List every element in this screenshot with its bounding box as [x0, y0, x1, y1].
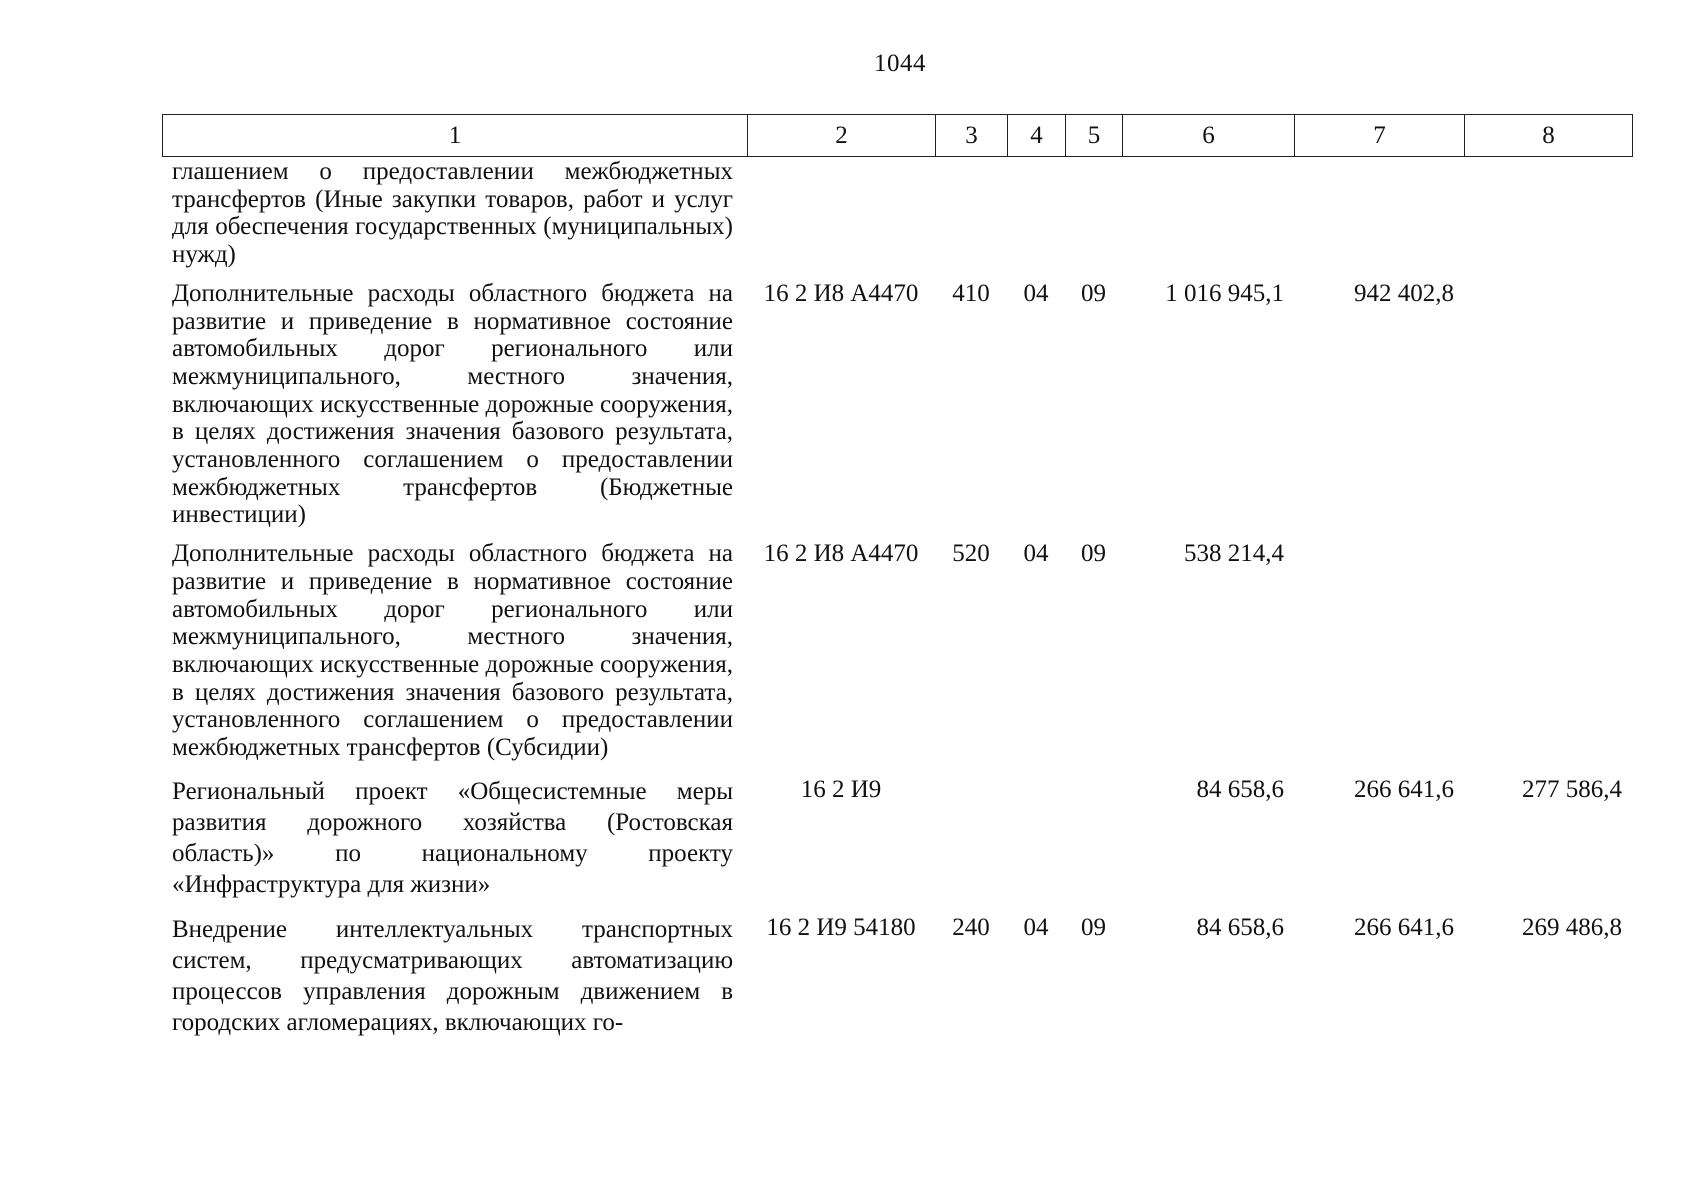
row-expense-type: 520 — [952, 540, 990, 568]
table-row — [162, 540, 1632, 762]
column-header-8: 8 — [1465, 115, 1633, 157]
row-description: Дополнительные расходы областного бюджета на развитие и приведение в нормативное состояние автомобильных дорог регионального или межмуниципального, местного значения, включающих искусственные дорожные сооружения, в целях достижения значения базового результата, установленного соглашением о предоставлении межбюджетных трансфертов (Субсидии) — [172, 540, 733, 762]
row-expense-type: 240 — [952, 913, 990, 941]
column-header-6: 6 — [1123, 115, 1295, 157]
page-number: 1044 — [874, 50, 926, 77]
row-value-col6: 84 658,6 — [1196, 913, 1284, 941]
table-row — [162, 914, 1632, 1038]
column-header-1: 1 — [163, 115, 748, 157]
column-header-5: 5 — [1066, 115, 1123, 157]
column-header-2: 2 — [748, 115, 936, 157]
row-value-col7: 942 402,8 — [1354, 279, 1454, 307]
column-header-7: 7 — [1295, 115, 1465, 157]
row-section: 04 — [1023, 279, 1049, 307]
table-row — [162, 158, 1632, 269]
row-value-col6: 1 016 945,1 — [1165, 279, 1284, 307]
table-body — [162, 158, 1632, 1038]
table-row — [162, 776, 1632, 900]
row-value-col6: 84 658,6 — [1196, 775, 1284, 803]
row-description: Дополнительные расходы областного бюджета на развитие и приведение в нормативное состояние автомобильных дорог регионального или межмуниципального, местного значения, включающих искусственные дорожные сооружения, в целях достижения значения базового результата, установленного соглашением о предоставлении межбюджетных трансфертов (Бюджетные инвестиции) — [172, 279, 733, 529]
row-target-code: 16 2 И8 А4470 — [763, 540, 919, 568]
row-value-col8: 269 486,8 — [1522, 913, 1622, 941]
column-header-3: 3 — [936, 115, 1008, 157]
row-section: 04 — [1023, 540, 1049, 568]
row-description: Внедрение интеллектуальных транспортных систем, предусматривающих автоматизацию процессов управления дорожным движением в городских агломерациях, включающих го- — [172, 915, 733, 1036]
table-header — [162, 114, 1633, 157]
row-description: Региональный проект «Общесистемные меры развития дорожного хозяйства (Ростовская область)» по национальному проекту «Инфраструктура для жизни» — [172, 777, 733, 898]
row-target-code: 16 2 И9 54180 — [766, 913, 916, 941]
row-value-col7: 266 641,6 — [1354, 913, 1454, 941]
row-subsection: 09 — [1081, 540, 1106, 568]
row-expense-type: 410 — [952, 279, 990, 307]
row-value-col6: 538 214,4 — [1184, 540, 1284, 568]
row-section: 04 — [1023, 913, 1049, 941]
table-row — [162, 280, 1632, 529]
row-target-code: 16 2 И9 — [800, 775, 882, 803]
row-target-code: 16 2 И8 А4470 — [763, 279, 919, 307]
row-description: глашением о предоставлении межбюджетных трансфертов (Иные закупки товаров, работ и услуг для обеспечения государственных (муниципальных) нужд) — [172, 158, 733, 269]
column-header-4: 4 — [1008, 115, 1066, 157]
row-subsection: 09 — [1081, 913, 1106, 941]
row-subsection: 09 — [1081, 279, 1106, 307]
row-value-col8: 277 586,4 — [1522, 775, 1622, 803]
row-value-col7: 266 641,6 — [1354, 775, 1454, 803]
